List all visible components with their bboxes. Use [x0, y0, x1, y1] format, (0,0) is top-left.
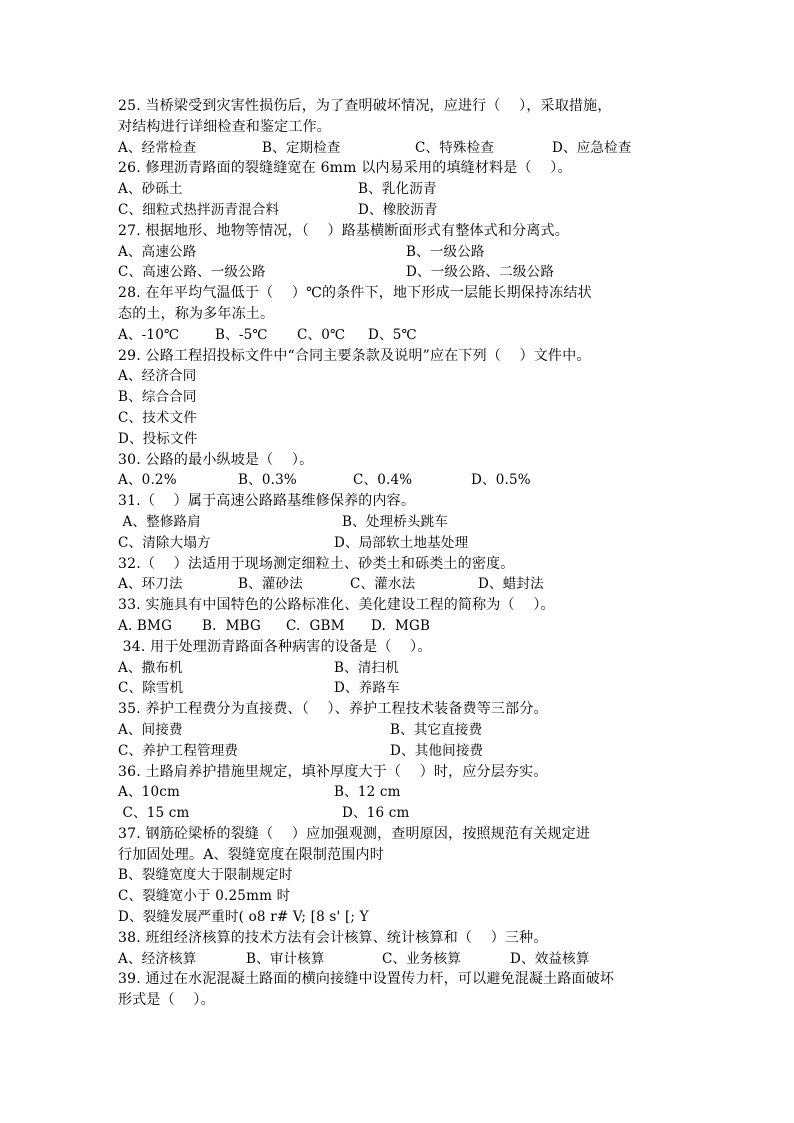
option-d: D、养路车 — [334, 680, 400, 697]
options-row — [118, 658, 678, 679]
options-row — [118, 574, 678, 595]
options-row — [118, 533, 678, 554]
option-c: C、0℃ — [297, 326, 346, 343]
option-c: C、除雪机 — [118, 680, 184, 697]
option-c: C、养护工程管理费 — [118, 742, 239, 759]
question-line — [118, 928, 678, 949]
option-d: D、16 cm — [342, 805, 410, 822]
question-line — [118, 554, 678, 575]
options-row — [118, 179, 678, 200]
option-c: C、细粒式热拌沥青混合料 — [118, 201, 280, 218]
question-line — [118, 990, 678, 1011]
options-row — [118, 720, 678, 741]
question-line — [118, 491, 678, 512]
options-row — [118, 741, 678, 762]
options-row — [118, 408, 678, 429]
option-b: B、12 cm — [334, 784, 401, 801]
option-d: D、一级公路、二级公路 — [406, 264, 555, 281]
options-row — [118, 512, 678, 533]
option-d: D、裂缝发展严重时( o8 r# V; [8 s' [; Y — [118, 909, 369, 926]
options-row — [118, 387, 678, 408]
option-c: C. GBM — [286, 617, 345, 634]
option-c: C、业务核算 — [382, 950, 462, 967]
document-body — [118, 96, 678, 1011]
option-b: B、乳化沥青 — [358, 181, 437, 198]
option-a: A、高速公路 — [118, 243, 197, 260]
question-text: 25. 当桥梁受到灾害性损伤后，为了查明破坏情况，应进行（ ），采取措施， — [118, 98, 612, 114]
option-d: D、应急检查 — [552, 139, 632, 156]
option-c: C、灌水法 — [350, 576, 416, 593]
question-text: 34. 用于处理沥青路面各种病害的设备是（ ）。 — [118, 638, 432, 655]
question-text: 31.（ ）属于高速公路路基维修保养的内容。 — [118, 493, 416, 510]
option-d: D、橡胶沥青 — [358, 201, 438, 218]
option-b: B、定期检查 — [262, 139, 341, 156]
options-row — [118, 242, 678, 263]
option-a: A、经济合同 — [118, 368, 197, 385]
option-b: B、处理桥头跳车 — [342, 513, 449, 530]
option-d: D、效益核算 — [510, 950, 590, 967]
option-b: B、清扫机 — [334, 659, 399, 676]
option-a: A、环刀法 — [118, 576, 183, 593]
options-row — [118, 907, 678, 928]
option-b: B、其它直接费 — [390, 721, 483, 738]
option-a: A、10cm — [118, 784, 180, 801]
option-b: B、审计核算 — [246, 950, 325, 967]
question-text: 28. 在年平均气温低于（ ）℃的条件下，地下形成一层能长期保持冻结状 — [118, 285, 592, 302]
option-d: D、蜡封法 — [478, 576, 544, 593]
question-text: 32.（ ）法适用于现场测定细粒土、砂类土和砾类土的密度。 — [118, 555, 515, 572]
options-row — [118, 200, 678, 221]
options-row — [118, 678, 678, 699]
option-c: C、0.4% — [353, 472, 413, 489]
option-a: A. BMG — [118, 617, 173, 634]
options-row — [118, 366, 678, 387]
question-line — [118, 450, 678, 471]
question-text: 30. 公路的最小纵坡是（ ）。 — [118, 451, 314, 468]
option-a: A、砂砾土 — [118, 181, 183, 198]
question-text: 27. 根据地形、地物等情况，（ ）路基横断面形式有整体式和分离式。 — [118, 222, 569, 239]
options-row — [118, 262, 678, 283]
options-row — [118, 470, 678, 491]
options-row — [118, 949, 678, 970]
question-text: 26. 修理沥青路面的裂缝缝宽在 6mm 以内易采用的填缝材料是（ ）。 — [118, 160, 572, 177]
option-c: C、清除大塌方 — [118, 534, 211, 551]
options-row — [118, 616, 678, 637]
option-b: B、灌砂法 — [238, 576, 303, 593]
option-a: A、整修路肩 — [118, 513, 201, 530]
option-d: D、5℃ — [368, 326, 417, 343]
question-line — [118, 595, 678, 616]
question-line — [118, 117, 678, 138]
option-d: D、其他间接费 — [390, 742, 484, 759]
option-c: C、高速公路、一级公路 — [118, 264, 266, 281]
question-line — [118, 845, 678, 866]
option-d: D、投标文件 — [118, 430, 198, 447]
option-a: A、经济核算 — [118, 950, 197, 967]
option-a: A、撒布机 — [118, 659, 183, 676]
option-d: D. MGB — [371, 617, 431, 634]
option-c: C、技术文件 — [118, 409, 198, 426]
question-line — [118, 221, 678, 242]
option-b: B、一级公路 — [406, 243, 485, 260]
question-line — [118, 637, 678, 658]
question-line — [118, 283, 678, 304]
options-row — [118, 886, 678, 907]
options-row — [118, 138, 678, 159]
option-d: D、局部软土地基处理 — [334, 534, 469, 551]
question-line — [118, 699, 678, 720]
option-b: B、裂缝宽度大于限制规定时 — [118, 867, 293, 884]
options-row — [118, 803, 678, 824]
option-b: B、0.3% — [238, 472, 297, 489]
option-d: D、0.5% — [471, 472, 531, 489]
question-text: 29. 公路工程招投标文件中“合同主要条款及说明”应在下列（ ）文件中。 — [118, 347, 591, 364]
options-row — [118, 782, 678, 803]
option-a: A、0.2% — [118, 472, 177, 489]
option-b: B、-5℃ — [215, 326, 268, 343]
option-c: C、特殊检查 — [415, 139, 495, 156]
options-row — [118, 325, 678, 346]
question-line — [118, 304, 678, 325]
question-line — [118, 762, 678, 783]
question-line — [118, 346, 678, 367]
question-text: 39. 通过在水泥混凝土路面的横向接缝中设置传力杆，可以避免混凝土路面破坏 — [118, 971, 615, 988]
option-a: A、间接费 — [118, 721, 183, 738]
question-line — [118, 96, 678, 117]
option-c: C、15 cm — [118, 805, 190, 822]
question-text: 行加固处理。A、裂缝宽度在限制范围内时 — [118, 846, 384, 863]
question-text: 36. 土路肩养护措施里规定，填补厚度大于（ ）时，应分层夯实。 — [118, 763, 548, 780]
question-text: 对结构进行详细检查和鉴定工作。 — [118, 118, 331, 135]
options-row — [118, 865, 678, 886]
question-text: 37. 钢筋砼梁桥的裂缝（ ）应加强观测，查明原因，按照规范有关规定进 — [118, 825, 591, 842]
option-b: B、综合合同 — [118, 389, 197, 406]
option-c: C、裂缝宽小于 0.25mm 时 — [118, 888, 291, 905]
option-b: B. MBG — [202, 617, 261, 634]
options-row — [118, 429, 678, 450]
question-text: 形式是（ ）。 — [118, 992, 215, 1009]
option-a: A、经常检查 — [118, 139, 197, 156]
question-text: 35. 养护工程费分为直接费、（ ）、养护工程技术装备费等三部分。 — [118, 701, 548, 718]
option-a: A、-10℃ — [118, 326, 180, 343]
question-text: 33. 实施具有中国特色的公路标准化、美化建设工程的简称为（ ）。 — [118, 597, 555, 614]
question-line — [118, 969, 678, 990]
question-line — [118, 158, 678, 179]
question-text: 态的土，称为多年冻土。 — [118, 305, 275, 322]
question-text: 38. 班组经济核算的技术方法有会计核算、统计核算和（ ）三种。 — [118, 929, 548, 946]
question-line — [118, 824, 678, 845]
